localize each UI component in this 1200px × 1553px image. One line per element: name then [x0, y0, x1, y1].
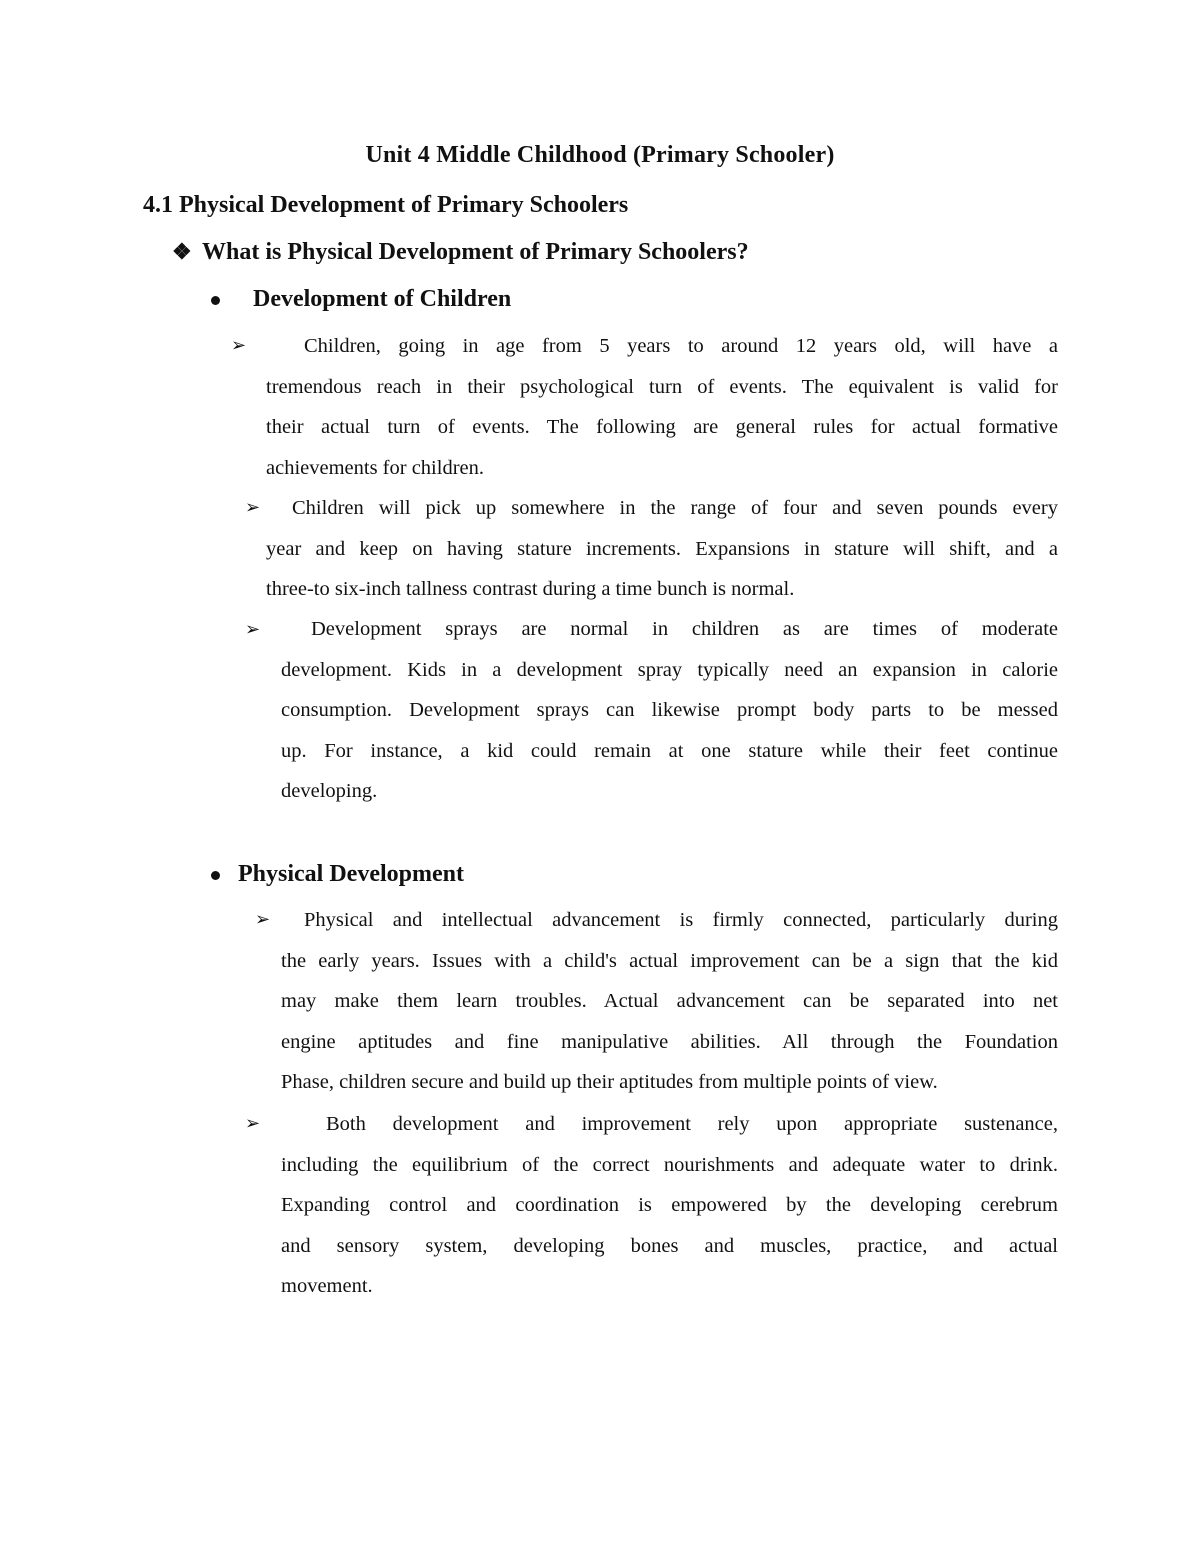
- paragraph-line: the early years. Issues with a child's actual improvement can be a sign that the kid: [281, 949, 1058, 972]
- paragraph-line: Physical and intellectual advancement is firmly connected, particularly during: [304, 909, 1058, 931]
- document-title: Unit 4 Middle Childhood (Primary Schooler): [365, 142, 835, 168]
- subsection-heading: Development of Children: [253, 286, 512, 312]
- paragraph-line: up. For instance, a kid could remain at one stature while their feet continue: [281, 739, 1058, 762]
- question-heading-text: What is Physical Development of Primary Schoolers?: [202, 239, 749, 265]
- list-item: [266, 326, 1058, 488]
- paragraph-line: achievements for children.: [266, 456, 485, 479]
- paragraph-line: Both development and improvement rely upon appropriate sustenance,: [326, 1113, 1058, 1135]
- paragraph-line: Development sprays are normal in children as are times of moderate: [311, 618, 1058, 640]
- paragraph-line: Children, going in age from 5 years to around 12 years old, will have a: [304, 335, 1058, 357]
- paragraph-line: engine aptitudes and fine manipulative abilities. All through the Foundation: [281, 1030, 1058, 1053]
- paragraph-line: year and keep on having stature increments. Expansions in stature will shift, and a: [266, 537, 1058, 560]
- paragraph-line: three-to six-inch tallness contrast during a time bunch is normal.: [266, 578, 795, 600]
- paragraph-line: development. Kids in a development spray typically need an expansion in calorie: [281, 658, 1058, 681]
- paragraph-line: and sensory system, developing bones and muscles, practice, and actual: [281, 1234, 1058, 1257]
- subsection-heading: Physical Development: [238, 861, 464, 887]
- arrow-bullet-icon: ➢: [245, 497, 261, 517]
- paragraph-line: tremendous reach in their psychological turn of events. The equivalent is valid for: [266, 375, 1058, 398]
- list-item: [281, 1104, 1058, 1307]
- paragraph-line: may make them learn troubles. Actual advancement can be separated into net: [281, 990, 1058, 1012]
- paragraph-line: including the equilibrium of the correct nourishments and adequate water to drink.: [281, 1153, 1058, 1176]
- paragraph-line: consumption. Development sprays can likewise prompt body parts to be messed: [281, 699, 1058, 721]
- list-item: [281, 609, 1058, 812]
- arrow-bullet-icon: ➢: [255, 909, 271, 929]
- list-item: [281, 900, 1058, 1103]
- arrow-bullet-icon: ➢: [231, 335, 247, 355]
- paragraph-line: developing.: [281, 780, 378, 802]
- diamond-bullet-icon: ❖: [172, 239, 192, 264]
- list-item: [266, 488, 1058, 610]
- question-heading: [172, 239, 749, 266]
- paragraph-line: Phase, children secure and build up their aptitudes from multiple points of view.: [281, 1071, 938, 1093]
- paragraph-line: their actual turn of events. The following are general rules for actual formative: [266, 416, 1058, 438]
- arrow-bullet-icon: ➢: [245, 1113, 261, 1133]
- round-bullet-icon: [211, 296, 220, 305]
- section-heading: 4.1 Physical Development of Primary Schoolers: [143, 192, 629, 218]
- paragraph-line: Expanding control and coordination is empowered by the developing cerebrum: [281, 1194, 1058, 1216]
- arrow-bullet-icon: ➢: [245, 619, 261, 639]
- paragraph-line: movement.: [281, 1275, 373, 1297]
- round-bullet-icon: [211, 871, 220, 880]
- paragraph-line: Children will pick up somewhere in the range of four and seven pounds every: [292, 497, 1058, 519]
